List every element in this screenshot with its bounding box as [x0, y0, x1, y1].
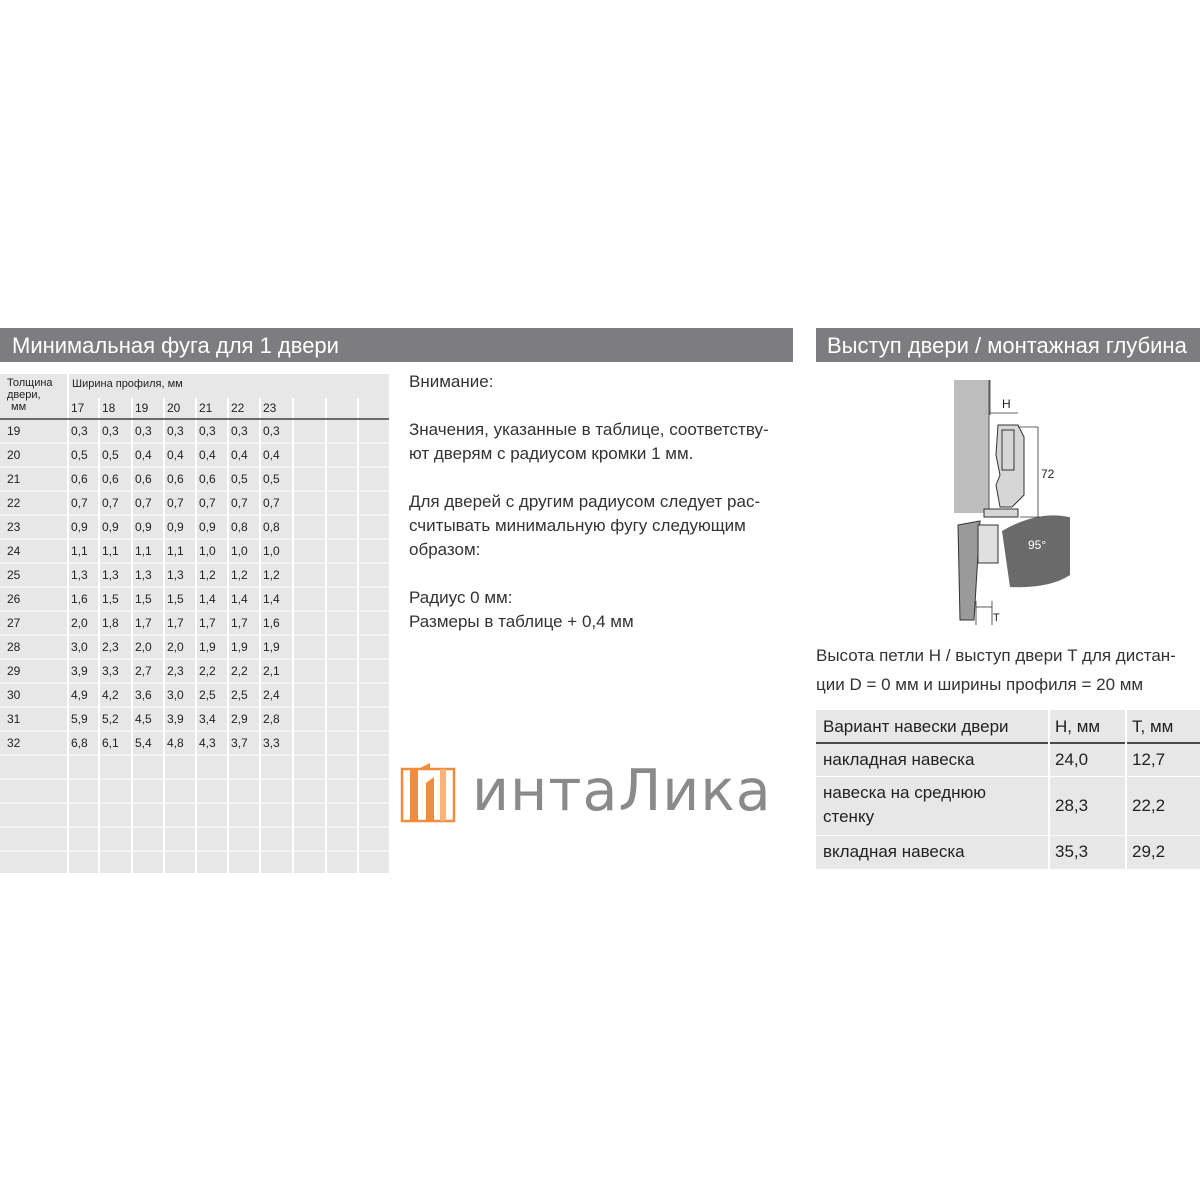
gap-value: 1,3 — [167, 568, 184, 582]
gap-value: 0,6 — [71, 472, 88, 486]
hinge-table — [816, 710, 1200, 869]
gap-value: 0,4 — [263, 448, 280, 462]
hinge-table-divider — [1048, 710, 1050, 869]
attention-note — [409, 370, 789, 634]
gap-value: 1,9 — [263, 640, 280, 654]
gap-value: 3,3 — [102, 664, 119, 678]
gap-value: 0,8 — [231, 520, 248, 534]
hinge-table-divider — [1125, 710, 1127, 869]
gap-value: 2,8 — [263, 712, 280, 726]
row-variant-line: навеска на среднюю — [823, 783, 987, 802]
gap-value: 0,5 — [231, 472, 248, 486]
gap-value: 0,7 — [199, 496, 216, 510]
row-header-label — [7, 377, 53, 413]
gap-value: 0,3 — [135, 424, 152, 438]
note-paragraph-3 — [409, 586, 789, 634]
row-header-line-3: мм — [11, 401, 27, 413]
note-paragraph-2 — [409, 490, 789, 562]
row-thickness: 19 — [7, 424, 21, 438]
right-section-title: Выступ двери / монтажная глубина — [816, 328, 1200, 362]
gap-value: 2,1 — [263, 664, 280, 678]
note-line: Радиус 0 мм: — [409, 588, 513, 607]
gap-value: 2,2 — [231, 664, 248, 678]
gap-value: 1,1 — [102, 544, 119, 558]
gap-value: 1,2 — [231, 568, 248, 582]
gap-value: 2,3 — [102, 640, 119, 654]
row-variant — [823, 781, 1049, 829]
gap-value: 1,0 — [263, 544, 280, 558]
intalika-logo-icon — [400, 763, 460, 823]
note-line: Для дверей с другим радиусом следует рас- — [409, 492, 761, 511]
gap-value: 1,5 — [102, 592, 119, 606]
gap-value: 0,5 — [71, 448, 88, 462]
gap-value: 0,4 — [199, 448, 216, 462]
gap-value: 1,9 — [231, 640, 248, 654]
row-thickness: 28 — [7, 640, 21, 654]
gap-value: 1,3 — [102, 568, 119, 582]
gap-value: 0,3 — [199, 424, 216, 438]
gap-value: 2,9 — [231, 712, 248, 726]
column-header: 19 — [135, 401, 149, 415]
gap-value: 3,3 — [263, 736, 280, 750]
gap-value: 5,4 — [135, 736, 152, 750]
gap-value: 0,9 — [199, 520, 216, 534]
column-header: 17 — [71, 401, 85, 415]
row-thickness: 30 — [7, 688, 21, 702]
gap-value: 0,9 — [135, 520, 152, 534]
gap-value: 1,4 — [231, 592, 248, 606]
gap-value: 1,3 — [71, 568, 88, 582]
gap-value: 1,1 — [71, 544, 88, 558]
gap-value: 2,0 — [71, 616, 88, 630]
row-thickness: 27 — [7, 616, 21, 630]
row-header-line-2: двери, — [7, 389, 41, 401]
hinge-caption — [816, 641, 1200, 699]
column-header: 23 — [263, 401, 277, 415]
gap-value: 1,4 — [263, 592, 280, 606]
note-heading: Внимание: — [409, 372, 494, 391]
header-variant: Вариант навески двери — [823, 717, 1009, 736]
hinge-table-row — [816, 836, 1200, 869]
gap-value: 3,4 — [199, 712, 216, 726]
gap-value: 2,3 — [167, 664, 184, 678]
min-gap-table — [0, 374, 389, 873]
gap-value: 0,3 — [231, 424, 248, 438]
row-thickness: 22 — [7, 496, 21, 510]
gap-value: 1,7 — [135, 616, 152, 630]
gap-value: 0,6 — [135, 472, 152, 486]
gap-value: 3,6 — [135, 688, 152, 702]
gap-value: 1,0 — [199, 544, 216, 558]
diagram-label-t: T — [993, 612, 1000, 624]
row-thickness: 20 — [7, 448, 21, 462]
hinge-table-row — [816, 744, 1200, 777]
gap-value: 1,7 — [167, 616, 184, 630]
gap-value: 0,7 — [135, 496, 152, 510]
gap-value: 1,3 — [135, 568, 152, 582]
gap-value: 1,8 — [102, 616, 119, 630]
gap-value: 0,3 — [102, 424, 119, 438]
left-section-title: Минимальная фуга для 1 двери — [0, 328, 793, 362]
gap-value: 6,1 — [102, 736, 119, 750]
caption-line: ции D = 0 мм и ширины профиля = 20 мм — [816, 675, 1144, 694]
gap-value: 2,5 — [231, 688, 248, 702]
gap-value: 1,6 — [263, 616, 280, 630]
note-line: ют дверям с радиусом кромки 1 мм. — [409, 444, 694, 463]
gap-value: 3,0 — [71, 640, 88, 654]
row-variant: накладная навеска — [823, 750, 975, 769]
gap-value: 0,9 — [102, 520, 119, 534]
note-line: образом: — [409, 540, 481, 559]
hinge-table-row — [816, 777, 1200, 836]
row-thickness: 25 — [7, 568, 21, 582]
header-t: T, мм — [1132, 717, 1174, 736]
row-thickness: 31 — [7, 712, 21, 726]
gap-value: 3,0 — [167, 688, 184, 702]
gap-value: 2,4 — [263, 688, 280, 702]
row-thickness: 32 — [7, 736, 21, 750]
gap-value: 0,6 — [102, 472, 119, 486]
gap-value: 1,7 — [231, 616, 248, 630]
row-t: 22,2 — [1132, 796, 1166, 815]
gap-value: 1,6 — [71, 592, 88, 606]
gap-value: 3,7 — [231, 736, 248, 750]
gap-value: 3,9 — [71, 664, 88, 678]
row-thickness: 29 — [7, 664, 21, 678]
gap-value: 2,0 — [135, 640, 152, 654]
gap-value: 0,6 — [167, 472, 184, 486]
intalika-logo — [400, 758, 810, 824]
gap-value: 2,7 — [135, 664, 152, 678]
row-variant-line: стенку — [823, 807, 875, 826]
gap-value: 0,3 — [167, 424, 184, 438]
gap-value: 0,7 — [231, 496, 248, 510]
gap-value: 1,5 — [135, 592, 152, 606]
gap-value: 2,0 — [167, 640, 184, 654]
gap-value: 0,4 — [167, 448, 184, 462]
gap-value: 1,4 — [199, 592, 216, 606]
gap-value: 0,7 — [102, 496, 119, 510]
gap-value: 4,2 — [102, 688, 119, 702]
gap-value: 0,3 — [263, 424, 280, 438]
gap-value: 1,9 — [199, 640, 216, 654]
gap-value: 0,5 — [263, 472, 280, 486]
gap-value: 1,2 — [199, 568, 216, 582]
gap-value: 0,6 — [199, 472, 216, 486]
hinge-table-header — [816, 710, 1200, 744]
note-line: Значения, указанные в таблице, соответству- — [409, 420, 769, 439]
gap-value: 1,0 — [231, 544, 248, 558]
gap-value: 4,3 — [199, 736, 216, 750]
gap-value: 1,2 — [263, 568, 280, 582]
gap-value: 0,9 — [167, 520, 184, 534]
row-thickness: 21 — [7, 472, 21, 486]
gap-value: 0,3 — [71, 424, 88, 438]
gap-value: 1,5 — [167, 592, 184, 606]
gap-value: 0,9 — [71, 520, 88, 534]
gap-value: 1,7 — [199, 616, 216, 630]
header-h: H, мм — [1055, 717, 1101, 736]
gap-value: 1,1 — [167, 544, 184, 558]
row-header-line-1: Толщина — [7, 377, 53, 389]
gap-value: 0,4 — [135, 448, 152, 462]
gap-value: 5,9 — [71, 712, 88, 726]
gap-value: 0,8 — [263, 520, 280, 534]
note-line: Размеры в таблице + 0,4 мм — [409, 612, 634, 631]
row-h: 28,3 — [1055, 796, 1089, 815]
diagram-label-angle: 95° — [1028, 538, 1047, 552]
row-thickness: 23 — [7, 520, 21, 534]
gap-value: 4,9 — [71, 688, 88, 702]
min-gap-table-grid — [0, 374, 389, 873]
gap-value: 1,1 — [135, 544, 152, 558]
column-header: 20 — [167, 401, 181, 415]
gap-value: 3,9 — [167, 712, 184, 726]
column-header: 18 — [102, 401, 116, 415]
row-t: 12,7 — [1132, 750, 1166, 769]
row-h: 35,3 — [1055, 842, 1089, 861]
note-line: считывать минимальную фугу следующим — [409, 516, 746, 535]
intalika-logo-text: интаЛика — [472, 758, 772, 824]
gap-value: 2,2 — [199, 664, 216, 678]
diagram-label-72: 72 — [1041, 467, 1055, 481]
gap-value: 0,7 — [71, 496, 88, 510]
diagram-label-h: H — [1002, 397, 1011, 411]
gap-value: 0,4 — [231, 448, 248, 462]
row-variant: вкладная навеска — [823, 842, 965, 861]
row-t: 29,2 — [1132, 842, 1166, 861]
row-h: 24,0 — [1055, 750, 1089, 769]
caption-line: Высота петли H / выступ двери T для дистан- — [816, 646, 1176, 665]
hinge-diagram — [940, 375, 1070, 625]
gap-value: 4,5 — [135, 712, 152, 726]
gap-value: 4,8 — [167, 736, 184, 750]
row-thickness: 24 — [7, 544, 21, 558]
column-header: 21 — [199, 401, 213, 415]
column-header: 22 — [231, 401, 245, 415]
note-paragraph-1 — [409, 418, 789, 466]
gap-value: 0,5 — [102, 448, 119, 462]
gap-value: 0,7 — [167, 496, 184, 510]
gap-value: 0,7 — [263, 496, 280, 510]
column-group-label: Ширина профиля, мм — [72, 378, 183, 390]
gap-value: 6,8 — [71, 736, 88, 750]
row-thickness: 26 — [7, 592, 21, 606]
gap-value: 2,5 — [199, 688, 216, 702]
gap-value: 5,2 — [102, 712, 119, 726]
